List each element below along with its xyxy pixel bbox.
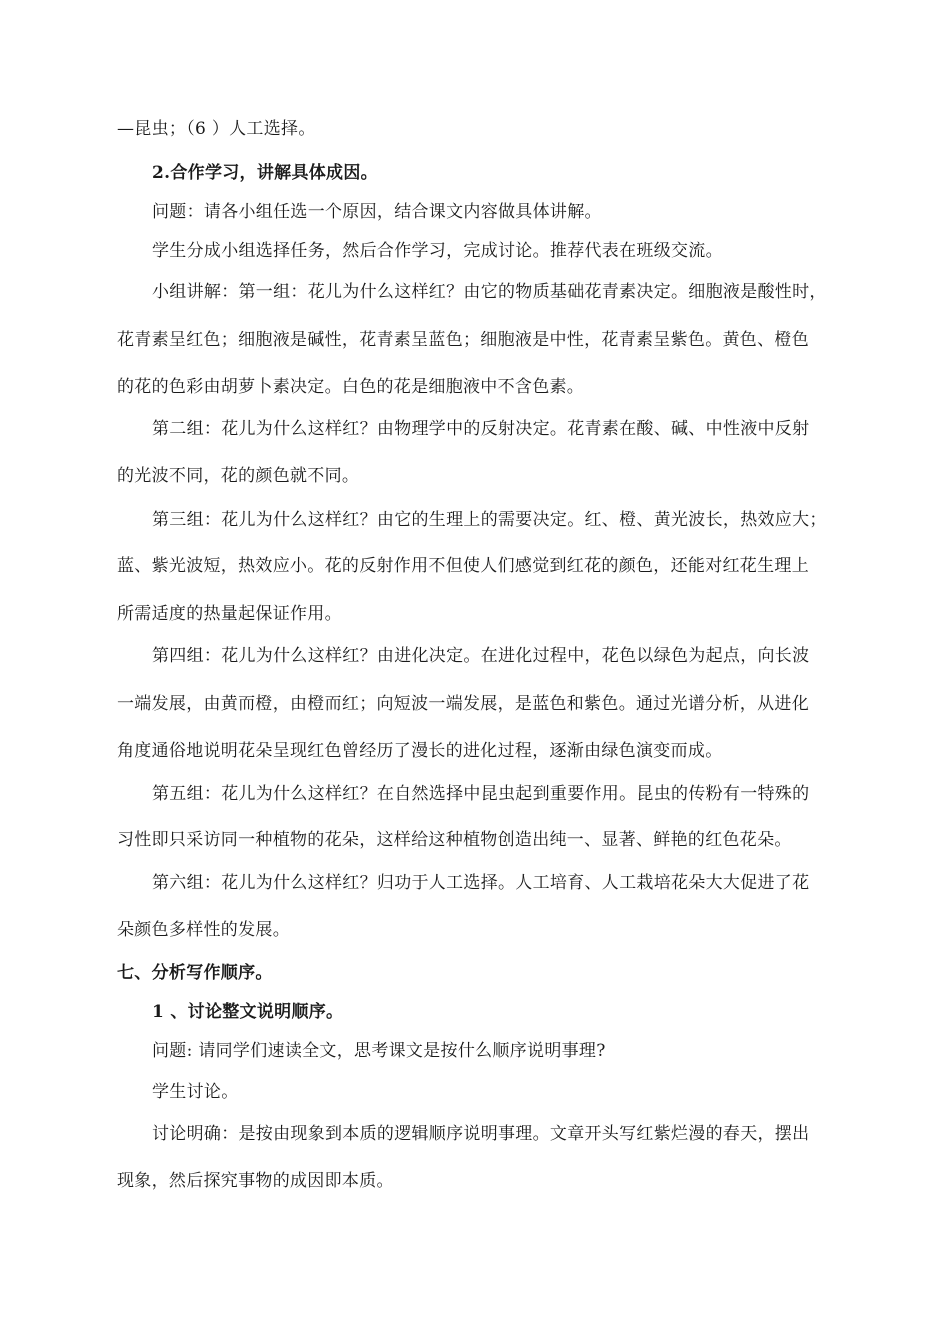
text-line: 学生讨论。 [152, 1082, 239, 1102]
section-heading: 七、分析写作顺序。 [117, 963, 273, 983]
text-line: 学生分成小组选择任务，然后合作学习，完成讨论。推荐代表在班级交流。 [152, 241, 723, 261]
text-line: 小组讲解：第一组：花儿为什么这样红？由它的物质基础花青素决定。细胞液是酸性时， [152, 282, 827, 302]
section-heading: 1 、讨论整文说明顺序。 [152, 1002, 344, 1022]
text-line: 第四组：花儿为什么这样红？由进化决定。在进化过程中，花色以绿色为起点，向长波 [152, 646, 810, 666]
text-line: 问题：请各小组任选一个原因，结合课文内容做具体讲解。 [152, 202, 602, 222]
text-line: 讨论明确：是按由现象到本质的逻辑顺序说明事理。文章开头写红紫烂漫的春天，摆出 [152, 1124, 810, 1144]
section-heading: 2.合作学习，讲解具体成因。 [152, 163, 378, 183]
text-line: 习性即只采访同一种植物的花朵，这样给这种植物创造出纯一、显著、鲜艳的红色花朵。 [117, 830, 792, 850]
text-line: 花青素呈红色；细胞液是碱性，花青素呈蓝色；细胞液是中性，花青素呈紫色。黄色、橙色 [117, 330, 809, 350]
text-line: 朵颜色多样性的发展。 [117, 920, 290, 940]
text-line: 第二组：花儿为什么这样红？由物理学中的反射决定。花青素在酸、碱、中性液中反射 [152, 419, 810, 439]
text-line: 问题: 请同学们速读全文，思考课文是按什么顺序说明事理? [152, 1041, 606, 1061]
text-line: 蓝、紫光波短，热效应小。花的反射作用不但使人们感觉到红花的颜色，还能对红花生理上 [117, 556, 809, 576]
text-line: 一端发展，由黄而橙，由橙而红；向短波一端发展，是蓝色和紫色。通过光谱分析，从进化 [117, 694, 809, 714]
text-line: 第五组：花儿为什么这样红？在自然选择中昆虫起到重要作用。昆虫的传粉有一特殊的 [152, 784, 810, 804]
text-line: 现象，然后探究事物的成因即本质。 [117, 1171, 394, 1191]
text-line: 第六组：花儿为什么这样红？归功于人工选择。人工培育、人工栽培花朵大大促进了花 [152, 873, 810, 893]
text-line: 第三组：花儿为什么这样红？由它的生理上的需要决定。红、橙、黄光波长，热效应大； [152, 510, 827, 530]
text-line: 角度通俗地说明花朵呈现红色曾经历了漫长的进化过程，逐渐由绿色演变而成。 [117, 741, 723, 761]
text-line: —昆虫；（6 ）人工选择。 [117, 119, 316, 139]
text-line: 的光波不同，花的颜色就不同。 [117, 466, 360, 486]
text-line: 所需适度的热量起保证作用。 [117, 604, 342, 624]
text-line: 的花的色彩由胡萝卜素决定。白色的花是细胞液中不含色素。 [117, 377, 585, 397]
